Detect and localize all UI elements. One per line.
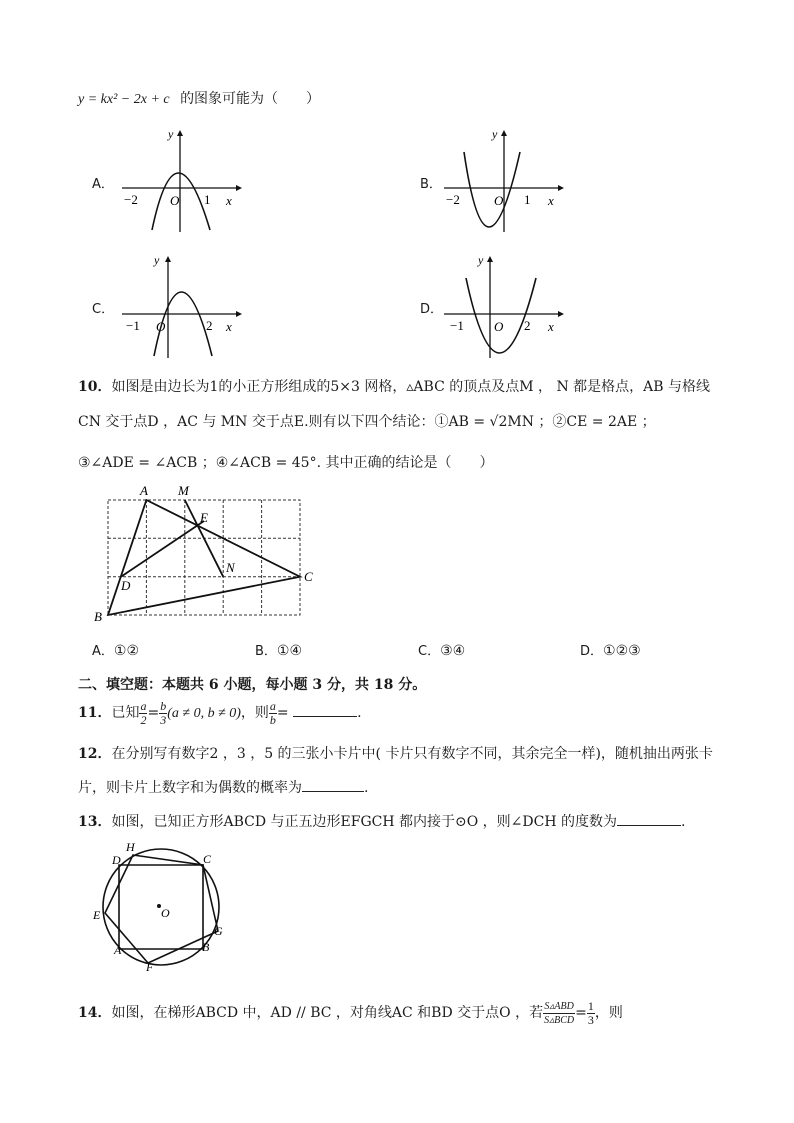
- q10-label-e: E: [200, 510, 208, 525]
- q9-option-c-letter: C．: [92, 302, 115, 317]
- q10-choice-c-letter: C．: [418, 644, 441, 659]
- q13-line: [78, 811, 685, 831]
- q14-ratio-den: S▵BCD: [544, 1014, 575, 1026]
- q9-b-left-tick: −2: [446, 192, 460, 207]
- q10-choice-a-text: ①②: [113, 643, 140, 659]
- q10-line1: [78, 376, 710, 396]
- q10-label-a: A: [140, 483, 148, 498]
- q14-value-den: 3: [587, 1012, 594, 1027]
- q12-end: .: [364, 780, 369, 796]
- q11-pre: 已知: [111, 705, 140, 721]
- q9-option-d-letter: D．: [420, 302, 444, 317]
- q14-eq: =: [575, 1005, 587, 1021]
- q14-number: 14．: [78, 1005, 112, 1021]
- q14-text1: 如图，在梯形ABCD 中，AD // BC ，对角线AC 和BD 交于点O ，若: [111, 1005, 544, 1021]
- q12-answer-blank[interactable]: [302, 777, 364, 792]
- q10-number: 10．: [78, 379, 112, 395]
- q12-line2-text: 片，则卡片上数字和为偶数的概率为: [78, 780, 302, 796]
- q10-choice-d-text: ①②③: [603, 643, 641, 659]
- q9-d-right-tick: 2: [524, 318, 531, 333]
- q11-frac2-den: 3: [160, 712, 167, 727]
- q10-label-m: M: [178, 483, 189, 498]
- q12-number: 12．: [78, 746, 112, 762]
- q9-stem: [78, 88, 320, 108]
- q9-option-b-letter: B．: [420, 177, 442, 192]
- q11-mid: ，则: [240, 705, 269, 721]
- q9-option-a-letter: A．: [92, 177, 114, 192]
- q12-line1: [78, 743, 713, 763]
- q14-text2: ，则: [594, 1005, 623, 1021]
- q11-number: 11．: [78, 705, 112, 721]
- q11-eq: =: [147, 705, 160, 721]
- q13-label-b: B: [202, 940, 210, 954]
- q13-number: 13．: [78, 814, 112, 830]
- q13-label-c: C: [203, 852, 212, 866]
- q10-grid-figure: [88, 480, 328, 625]
- q13-answer-blank[interactable]: [617, 811, 681, 826]
- q9-c-x-label: x: [226, 319, 232, 334]
- q9-a-x-label: x: [226, 193, 232, 208]
- q9-d-origin: O: [494, 319, 504, 334]
- q9-option-b-graph: [440, 122, 570, 237]
- q9-a-right-tick: 1: [204, 192, 211, 207]
- q11-line: [78, 698, 362, 729]
- q14-line: [78, 996, 623, 1030]
- q13-end: .: [681, 814, 686, 830]
- q11-frac2-num: b: [160, 698, 167, 713]
- q14-ratio: [543, 1000, 575, 1027]
- q10-label-b: B: [94, 609, 102, 624]
- q10-line3: ③∠ADE = ∠ACB ；④∠ACB = 45°. 其中正确的结论是（ ）: [78, 455, 494, 471]
- q10-choice-a-letter: A．: [92, 644, 114, 659]
- q10-choice-d[interactable]: [580, 640, 641, 659]
- q10-label-n: N: [226, 560, 235, 575]
- q10-choice-b[interactable]: [255, 640, 302, 659]
- q13-label-f: F: [146, 960, 154, 974]
- q9-b-right-tick: 1: [524, 192, 531, 207]
- q13-label-g: G: [214, 924, 223, 938]
- section2-heading: 二、填空题：本题共 6 小题，每小题 3 分，共 18 分。: [78, 677, 427, 693]
- q13-label-h: H: [126, 840, 135, 854]
- q10-choice-d-letter: D．: [580, 644, 604, 659]
- q9-a-left-tick: −2: [124, 192, 138, 207]
- q10-choice-c-text: ③④: [440, 643, 466, 659]
- q10-line2: CN 交于点D ，AC 与 MN 交于点E.则有以下四个结论：①AB = √2MN ；②CE = 2AE ；: [78, 414, 656, 430]
- q9-option-d-graph: [440, 248, 570, 363]
- q9-d-x-label: x: [548, 319, 554, 334]
- q9-d-left-tick: −1: [450, 318, 464, 333]
- q12-line2: [78, 777, 368, 797]
- q9-stem-text: 的图象可能为（ ）: [180, 91, 321, 107]
- q9-c-right-tick: 2: [206, 318, 213, 333]
- q13-text: 如图，已知正方形ABCD 与正五边形EFGCH 都内接于⊙O ，则∠DCH 的度数为: [111, 814, 618, 830]
- q11-end: .: [357, 705, 362, 721]
- q12-line1-text: 在分别写有数字2 ，3 ，5 的三张小卡片中( 卡片只有数字不同，其余完全一样)，随机抽出两张卡: [111, 746, 713, 762]
- q11-frac3-den: b: [269, 712, 276, 727]
- q11-frac1-den: 2: [140, 712, 147, 727]
- q10-choice-c[interactable]: [418, 640, 465, 659]
- q14-ratio-num: S▵ABD: [544, 1000, 574, 1012]
- q9-b-y-label: y: [492, 127, 498, 141]
- q11-frac3-num: a: [269, 698, 276, 713]
- q9-b-origin: O: [494, 193, 504, 208]
- q10-choice-b-letter: B．: [255, 644, 277, 659]
- q10-choice-a[interactable]: [92, 640, 139, 659]
- q13-label-e: E: [93, 908, 101, 922]
- q11-answer-blank[interactable]: [293, 702, 357, 717]
- q9-equation: y = kx² − 2x + c: [78, 92, 170, 107]
- q9-a-y-label: y: [168, 127, 174, 141]
- q14-value-num: 1: [587, 998, 594, 1013]
- q10-line1-text: 如图是由边长为1的小正方形组成的5×3 网格，▵ABC 的顶点及点M ， N 都是格点，AB 与格线: [111, 379, 711, 395]
- q11-frac3: [269, 700, 277, 727]
- q9-c-left-tick: −1: [126, 318, 140, 333]
- q11-cond: (a ≠ 0, b ≠ 0): [167, 706, 241, 721]
- q9-d-y-label: y: [478, 253, 484, 267]
- q9-option-a-graph: [118, 122, 248, 237]
- q13-label-d: D: [112, 853, 121, 867]
- q11-post: =: [276, 705, 289, 721]
- q13-label-a: A: [114, 943, 122, 957]
- q11-frac1-num: a: [140, 698, 147, 713]
- q9-c-origin: O: [156, 319, 166, 334]
- q14-value: [587, 1000, 595, 1027]
- q10-choice-b-text: ①④: [276, 643, 303, 659]
- q9-c-y-label: y: [154, 253, 160, 267]
- q9-b-x-label: x: [548, 193, 554, 208]
- q13-label-o: O: [161, 906, 170, 920]
- q13-circle-figure: [88, 835, 238, 975]
- q9-a-origin: O: [170, 193, 180, 208]
- q10-label-d: D: [121, 578, 131, 593]
- q10-label-c: C: [304, 569, 313, 584]
- q9-option-c-graph: [118, 248, 248, 363]
